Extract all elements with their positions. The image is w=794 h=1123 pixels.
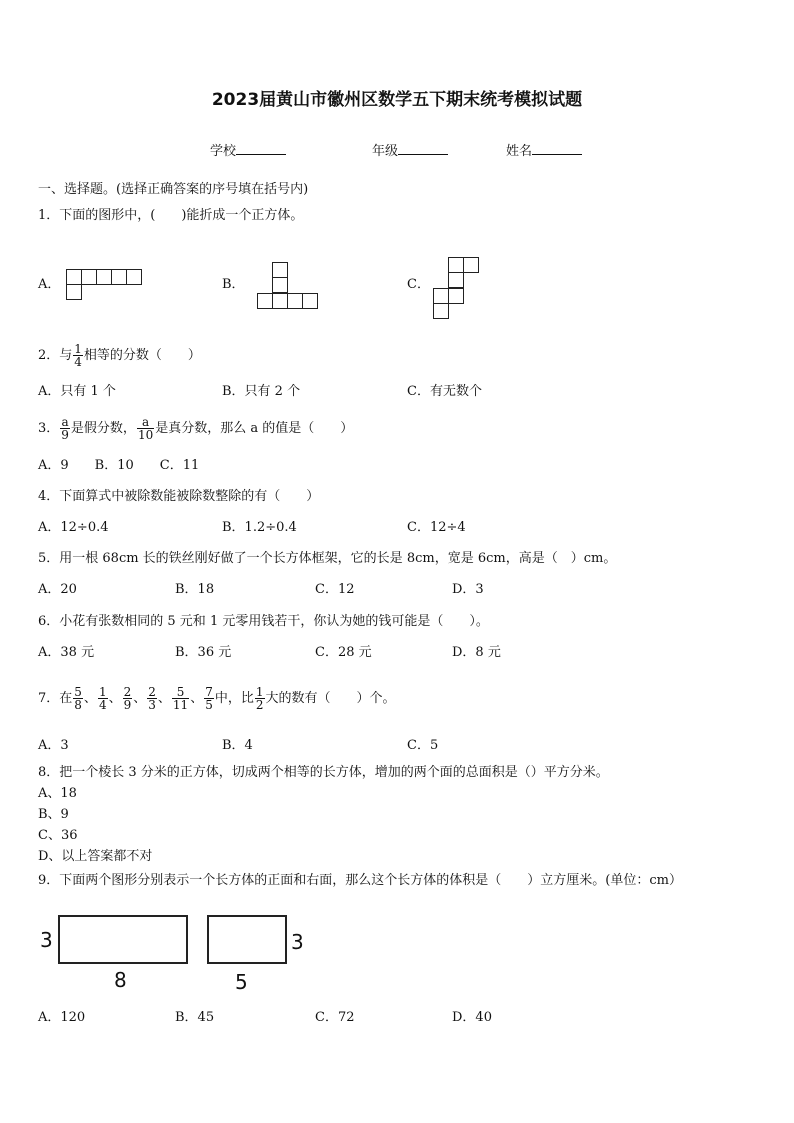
q7-fraction-2 <box>98 686 108 711</box>
q3-f1-denominator: 9 <box>61 428 69 442</box>
school-field <box>210 142 286 160</box>
q7-f1-denominator: 8 <box>74 698 82 712</box>
q3-prefix: 3． <box>38 421 60 436</box>
front-face-rect <box>58 915 188 964</box>
question-1: 1．下面的图形中，( )能折成一个正方体。 <box>38 208 304 223</box>
question-6: 6．小花有张数相同的 5 元和 1 元零用钱若干，你认为她的钱可能是（ ）。 <box>38 614 489 629</box>
q1-net-a <box>66 269 146 303</box>
name-blank <box>532 142 582 155</box>
question-7 <box>38 686 396 711</box>
q6-option-b: B．36 元 <box>175 645 232 660</box>
q2-option-a: A．只有 1 个 <box>38 384 116 399</box>
q5-option-d: D．3 <box>452 582 484 597</box>
q7-sep: 、 <box>83 691 97 706</box>
q9-option-b: B．45 <box>175 1010 215 1025</box>
q5-option-a: A．20 <box>38 582 77 597</box>
q7-f6-denominator: 5 <box>205 698 213 712</box>
front-height-label: 3 <box>40 928 53 952</box>
q7-f4-denominator: 3 <box>148 698 156 712</box>
q2-denominator: 4 <box>74 355 82 369</box>
page-title: 2023届黄山市徽州区数学五下期末统考模拟试题 <box>211 90 583 110</box>
side-width-label: 5 <box>235 970 248 994</box>
q7-fraction-5 <box>172 686 189 711</box>
question-8: 8．把一个棱长 3 分米的正方体，切成两个相等的长方体，增加的两个面的总面积是（）平方分米。 <box>38 765 609 780</box>
q7-sep: 、 <box>133 691 147 706</box>
q8-option-b: B、9 <box>38 807 69 822</box>
q9-option-c: C．72 <box>315 1010 355 1025</box>
q2-option-c: C．有无数个 <box>407 384 482 399</box>
q7-f6-numerator: 7 <box>205 685 213 699</box>
q7-ref-denominator: 2 <box>255 698 264 712</box>
q7-suffix: 大的数有（ ）个。 <box>265 691 396 706</box>
name-field <box>506 142 582 160</box>
question-9: 9．下面两个图形分别表示一个长方体的正面和右面，那么这个长方体的体积是（ ）立方厘米。(单位：cm） <box>38 873 682 888</box>
q7-ref-numerator: 1 <box>255 685 264 699</box>
q7-sep: 、 <box>108 691 122 706</box>
q7-fraction-3 <box>123 686 133 711</box>
question-3 <box>38 416 353 441</box>
q4-option-c: C．12÷4 <box>407 520 466 535</box>
q7-f2-numerator: 1 <box>98 685 107 699</box>
q6-option-d: D．8 元 <box>452 645 501 660</box>
q1-option-a: A． <box>38 277 61 292</box>
q7-option-a: A．3 <box>38 738 69 753</box>
q2-option-b: B．只有 2 个 <box>222 384 301 399</box>
q7-reference-fraction <box>255 686 265 711</box>
q8-option-a: A、18 <box>38 786 77 801</box>
q3-mid: 是假分数， <box>70 421 136 436</box>
q7-f5-numerator: 5 <box>172 686 189 699</box>
q6-option-c: C．28 元 <box>315 645 372 660</box>
q7-fraction-6 <box>204 686 214 711</box>
q1-option-b: B． <box>222 277 245 292</box>
q3-f2-denominator: 10 <box>137 428 154 442</box>
q7-f4-numerator: 2 <box>148 685 156 699</box>
question-4: 4．下面算式中被除数能被除数整除的有（ ） <box>38 489 320 504</box>
q5-option-b: B．18 <box>175 582 215 597</box>
q7-f3-numerator: 2 <box>123 685 132 699</box>
question-5: 5．用一根 68cm 长的铁丝刚好做了一个长方体框架，它的长是 8cm，宽是 6cm，高是（ ）cm。 <box>38 551 617 566</box>
q3-options: A．9 B．10 C．11 <box>38 458 200 473</box>
q8-option-d: D、以上答案都不对 <box>38 849 153 864</box>
q3-f1-numerator: a <box>61 415 69 429</box>
section-heading: 一、选择题。(选择正确答案的序号填在括号内) <box>38 182 309 197</box>
q5-option-c: C．12 <box>315 582 355 597</box>
q7-fraction-1 <box>73 686 83 711</box>
grade-field <box>372 142 448 160</box>
q7-sep: 、 <box>157 691 171 706</box>
q3-fraction-2 <box>137 416 154 441</box>
side-face-rect <box>207 915 287 964</box>
q1-option-c: C． <box>407 277 430 292</box>
q2-fraction <box>73 343 83 368</box>
q9-option-d: D．40 <box>452 1010 492 1025</box>
q3-f2-numerator: a <box>137 416 154 429</box>
q1-net-c <box>433 257 483 323</box>
q7-mid: 中，比 <box>214 691 254 706</box>
q9-option-a: A．120 <box>38 1010 86 1025</box>
school-label: 学校 <box>210 144 237 159</box>
q7-fraction-4 <box>147 686 157 711</box>
q4-option-a: A．12÷0.4 <box>38 520 109 535</box>
front-length-label: 8 <box>114 968 127 992</box>
q7-f5-denominator: 11 <box>172 698 189 712</box>
q7-option-c: C．5 <box>407 738 439 753</box>
q2-numerator: 1 <box>74 342 82 356</box>
q7-sep: 、 <box>190 691 204 706</box>
q8-option-c: C、36 <box>38 828 78 843</box>
name-label: 姓名 <box>506 144 533 159</box>
school-blank <box>236 142 286 155</box>
question-2 <box>38 343 201 368</box>
q2-suffix: 相等的分数（ ） <box>83 348 201 363</box>
q7-prefix: 7．在 <box>38 691 73 706</box>
q2-prefix: 2．与 <box>38 348 73 363</box>
q7-option-b: B．4 <box>222 738 253 753</box>
q7-f1-numerator: 5 <box>74 685 82 699</box>
q3-suffix: 是真分数，那么 a 的值是（ ） <box>155 421 354 436</box>
grade-label: 年级 <box>372 144 399 159</box>
grade-blank <box>398 142 448 155</box>
side-height-label: 3 <box>291 930 304 954</box>
q6-option-a: A．38 元 <box>38 645 95 660</box>
q7-f2-denominator: 4 <box>98 698 107 712</box>
q3-fraction-1 <box>60 416 70 441</box>
q4-option-b: B．1.2÷0.4 <box>222 520 297 535</box>
q1-net-b <box>257 262 321 312</box>
q7-f3-denominator: 9 <box>123 698 132 712</box>
